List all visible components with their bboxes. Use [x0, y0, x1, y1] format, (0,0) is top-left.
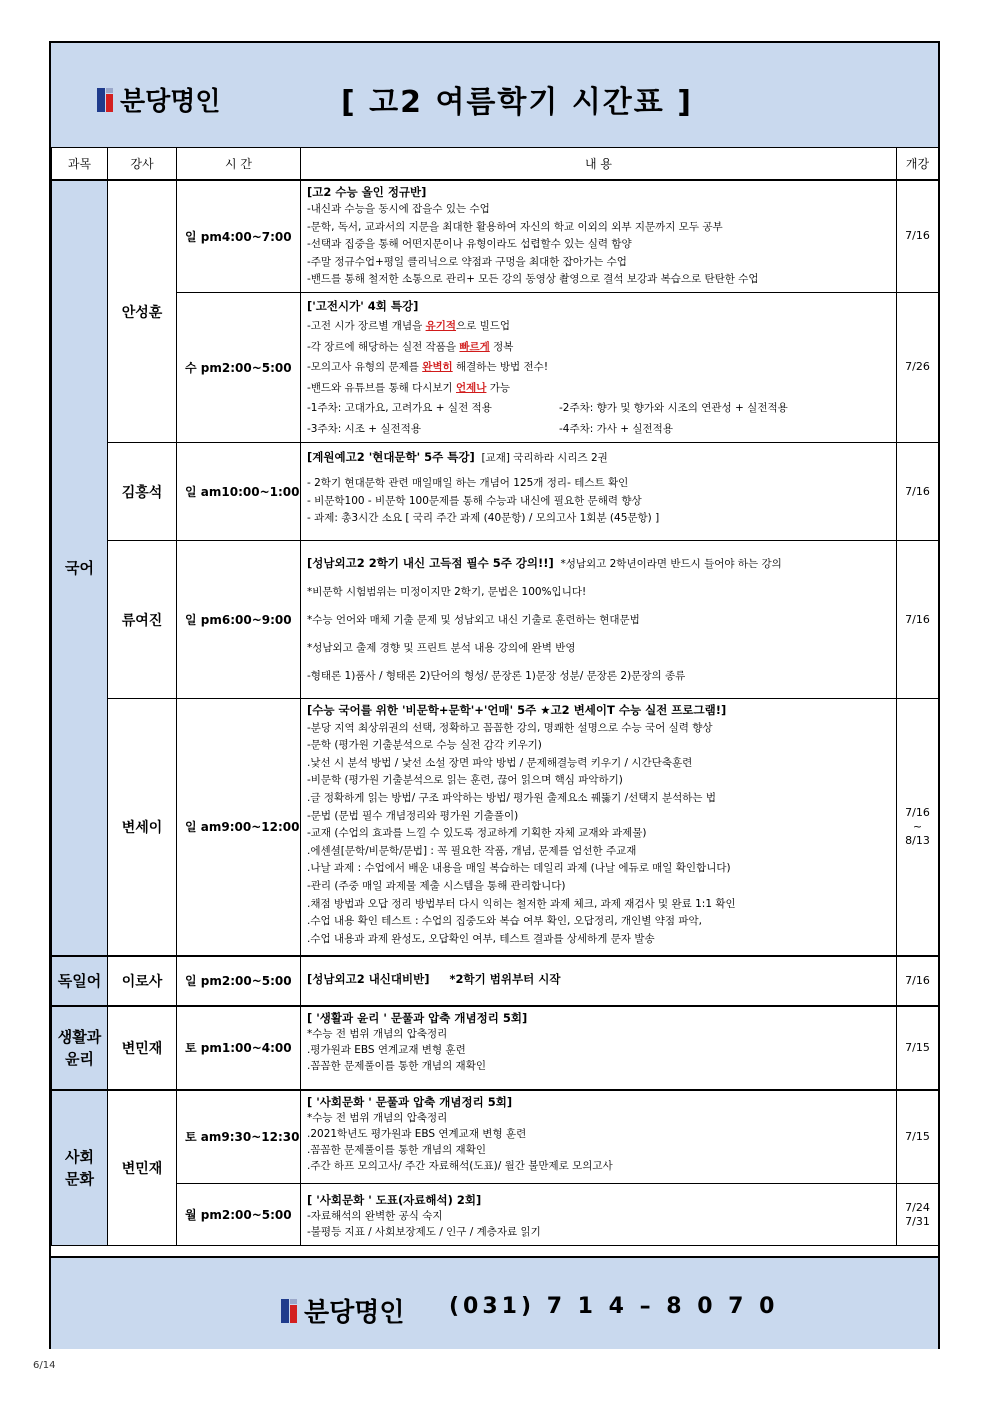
course-line: -관리 (주중 매일 과제물 제출 시스템을 통해 관리합니다): [307, 879, 566, 892]
page-number: 6/14: [33, 1360, 56, 1371]
course-title-line: [307, 549, 890, 578]
course-time: 토 pm1:00~4:00: [177, 1006, 301, 1090]
line-text: 해결하는 방법 전수!: [452, 361, 549, 373]
brand-name: 분당명인: [120, 87, 221, 117]
course-line: [307, 398, 890, 419]
line-text: -모의고사 유형의 문제를: [307, 361, 423, 373]
subject-ethics-label: 생활과 윤리: [57, 1027, 102, 1068]
subject-german: 독일어: [52, 956, 108, 1006]
week-2: -2주차: 향가 및 향가와 시조의 연관성 + 실전적용: [559, 402, 788, 414]
teacher-kim: 김홍석: [108, 443, 177, 541]
highlight-text: 언제나: [456, 381, 487, 394]
table-row: [52, 1090, 939, 1184]
course-title: [ '사회문화 ' 문풀과 압축 개념정리 5회]: [307, 1094, 513, 1109]
subject-social-label: 사회 문화: [65, 1147, 94, 1188]
highlight-text: 유기적: [425, 320, 457, 332]
course-line: .수업 내용 확인 테스트 : 수업의 집중도와 복습 여부 확인, 오답정리, 개인별 약점 파악,: [307, 915, 702, 928]
course-line: -형태론 1)품사 / 형태론 2)단어의 형성/ 문장론 1)문장 성분/ 문장론 2)문장의 종류: [307, 670, 686, 682]
course-line: .수업 내용과 과제 완성도, 오답확인 여부, 테스트 결과를 상세하게 문자 발송: [307, 932, 655, 945]
course-line: .평가원과 EBS 연계교재 변형 훈련: [307, 1043, 466, 1056]
course-line: .낯선 시 분석 방법 / 낯선 소설 장면 파악 방법 / 문제해결능력 키우기 / 시간단축훈련: [307, 756, 693, 769]
footer-brand-name: 분당명인: [304, 1298, 405, 1328]
course-start-date: 7/16: [897, 956, 939, 1006]
course-line: .꼼꼼한 문제풀이를 통한 개념의 재확인: [307, 1059, 486, 1072]
teacher-ryu: 류여진: [108, 541, 177, 699]
course-line: -교재 (수업의 효과를 느낄 수 있도록 정교하게 기획한 자체 교재와 과제물): [307, 827, 647, 840]
col-time: 시 간: [177, 148, 301, 181]
course-line: - 2학기 현대문학 관련 매일매일 하는 개념어 125개 정리- 테스트 확인: [307, 477, 629, 490]
line-text: 정복: [489, 340, 514, 353]
course-line: -비문학 (평가원 기출분석으로 읽는 훈련, 끊어 읽으며 핵심 파악하기): [307, 774, 623, 787]
course-title: [수능 국어를 위한 '비문학+문학'+'언매' 5주 ★고2 변세이T 수능 실전 프로그램!]: [307, 703, 727, 717]
start-date-to: 7/31: [905, 1214, 930, 1228]
course-description: [301, 292, 897, 443]
course-time: 토 am9:30~12:30: [177, 1090, 301, 1184]
course-start-date: 7/16: [897, 541, 939, 699]
schedule-table: [51, 147, 939, 1246]
start-date-sep: ~: [912, 819, 923, 833]
course-title: ['고전시가' 4회 특강]: [307, 298, 419, 313]
course-line: .채점 방법과 오답 정리 방법부터 다시 익히는 철저한 과제 체크, 과제 재검사 및 완료 1:1 확인: [307, 897, 736, 910]
course-title-line: [307, 449, 890, 467]
course-start-date: 7/15: [897, 1006, 939, 1090]
course-line: -주말 정규수업+평일 클리닉으로 약점과 구멍을 최대한 잡아가는 수업: [307, 255, 627, 268]
line-text: -고전 시가 장르별 개념을: [307, 320, 426, 332]
course-start-date: [897, 699, 939, 956]
course-line: -분당 지역 최상위권의 선택, 정확하고 꼼꼼한 강의, 명쾌한 설명으로 수능 국어 실력 향상: [307, 721, 713, 734]
footer-banner: [51, 1256, 938, 1349]
course-line: *수능 전 범위 개념의 압축정리: [307, 1027, 448, 1040]
course-line: [307, 419, 890, 440]
course-time: 일 pm2:00~5:00: [177, 956, 301, 1006]
course-start-date: 7/26: [897, 292, 939, 443]
page-title: [ 고2 여름학기 시간표 ]: [341, 85, 693, 120]
course-line: - 비문학100 - 비문학 100문제를 통해 수능과 내신에 필요한 문해력 향상: [307, 494, 642, 507]
course-line: -밴드를 통해 철저한 소통으로 관리+ 모든 강의 동영상 촬영으로 결석 보강과 복습으로 탄탄한 수업: [307, 273, 759, 286]
course-time: 일 pm4:00~7:00: [177, 180, 301, 292]
course-line: *수능 언어와 매체 기출 문제 및 성남외고 내신 기출로 훈련하는 현대문법: [307, 614, 640, 626]
course-description: [301, 956, 897, 1006]
course-line: -자료해석의 완벽한 공식 숙지: [307, 1210, 443, 1222]
table-row: [52, 180, 939, 292]
course-note: *성남외고 2학년이라면 반드시 들어야 하는 강의: [560, 558, 782, 570]
table-row: [52, 541, 939, 699]
start-date-from: 7/16: [905, 805, 930, 819]
table-row: [52, 1006, 939, 1090]
course-time: 일 am9:00~12:00: [177, 699, 301, 956]
course-line: -문학, 독서, 교과서의 지문을 최대한 활용하여 자신의 학교 이외의 외부 지문까지 모두 공부: [307, 220, 723, 233]
course-start-date: 7/16: [897, 180, 939, 292]
table-header-row: [52, 148, 939, 181]
course-line: -불평등 지표 / 사회보장제도 / 인구 / 계층자료 읽기: [307, 1226, 541, 1238]
course-note: *2학기 범위부터 시작: [449, 972, 561, 987]
course-title: [성남외고2 2학기 내신 고득점 필수 5주 강의!!]: [307, 556, 554, 570]
col-start: 개강: [897, 148, 939, 181]
course-line: .주간 하프 모의고사/ 주간 자료해석(도표)/ 월간 불만제로 모의고사: [307, 1159, 613, 1172]
brand-logo: [97, 81, 220, 118]
subject-ethics: [52, 1006, 108, 1090]
course-description: [301, 541, 897, 699]
course-line: [307, 378, 890, 399]
brand-logo-icon: [281, 1299, 299, 1323]
col-content: 내 용: [301, 148, 897, 181]
footer-logo: [281, 1292, 404, 1329]
course-line: [307, 337, 890, 358]
table-row: [52, 292, 939, 443]
phone-number: (031) 7 1 4 – 8 0 7 0: [449, 1294, 779, 1319]
highlight-text: 완벽히: [422, 361, 453, 373]
col-teacher: 강사: [108, 148, 177, 181]
course-line: .2021학년도 평가원과 EBS 연계교재 변형 훈련: [307, 1127, 527, 1140]
course-description: [301, 1006, 897, 1090]
week-3: -3주차: 시조 + 실전적용: [307, 422, 421, 435]
course-line: *비문학 시험범위는 미정이지만 2학기, 문법은 100%입니다!: [307, 586, 587, 598]
course-title: [계원예고2 '현대문학' 5주 특강]: [307, 450, 475, 464]
course-description: [301, 443, 897, 541]
course-start-date: [897, 1184, 939, 1246]
course-description: [301, 699, 897, 956]
week-4: -4주차: 가사 + 실전적용: [559, 422, 673, 435]
course-line: [307, 357, 890, 378]
course-title: [ '사회문화 ' 도표(자료해석) 2회]: [307, 1193, 482, 1207]
course-line: *성남외고 출제 경향 및 프린트 분석 내용 강의에 완벽 반영: [307, 642, 576, 654]
table-row: [52, 699, 939, 956]
teacher-byunmj: 변민재: [108, 1006, 177, 1090]
course-title: [고2 수능 올인 정규반]: [307, 185, 427, 199]
course-start-date: 7/15: [897, 1090, 939, 1184]
col-subject: 과목: [52, 148, 108, 181]
week-1: -1주차: 고대가요, 고려가요 + 실전 적용: [307, 402, 492, 414]
timetable-frame: [49, 41, 940, 1349]
brand-logo-icon: [97, 88, 115, 112]
course-time: 월 pm2:00~5:00: [177, 1184, 301, 1246]
line-text: -각 장르에 해당하는 실전 작품을: [307, 340, 460, 353]
table-row: [52, 1184, 939, 1246]
course-start-date: 7/16: [897, 443, 939, 541]
line-text: 가능: [486, 381, 511, 394]
teacher-byun: 변세이: [108, 699, 177, 956]
course-line: .글 정확하게 읽는 방법/ 구조 파악하는 방법/ 평가원 출제요소 꿰뚫기 /선택지 분석하는 법: [307, 791, 717, 804]
course-description: [301, 180, 897, 292]
course-line: -선택과 집중을 통해 어떤지문이나 유형이라도 섭렵할수 있는 실력 함양: [307, 238, 632, 251]
table-row: [52, 956, 939, 1006]
course-title: [ '생활과 윤리 ' 문풀과 압축 개념정리 5회]: [307, 1010, 528, 1025]
teacher-byunmj: 변민재: [108, 1090, 177, 1246]
course-line: -문학 (평가원 기출분석으로 수능 실전 감각 키우기): [307, 739, 542, 752]
course-line: .꼼꼼한 문제풀이를 통한 개념의 재확인: [307, 1143, 486, 1156]
course-description: [301, 1184, 897, 1246]
course-description: [301, 1090, 897, 1184]
course-title: [성남외고2 내신대비반]: [307, 972, 430, 987]
course-line: [307, 316, 890, 337]
course-line: .에센셜[문학/비문학/문법] : 꼭 필요한 작품, 개념, 문제를 엄선한 주교재: [307, 844, 637, 857]
teacher-lee: 이로사: [108, 956, 177, 1006]
course-time: 일 am10:00~1:00: [177, 443, 301, 541]
course-line: .나날 과제 : 수업에서 배운 내용을 매일 복습하는 데일리 과제 (나날 에듀로 매일 확인합니다): [307, 862, 731, 875]
course-time: 수 pm2:00~5:00: [177, 292, 301, 443]
highlight-text: 빠르게: [459, 340, 490, 353]
subject-korean: 국어: [52, 180, 108, 956]
course-time: 일 pm6:00~9:00: [177, 541, 301, 699]
course-line: *수능 전 범위 개념의 압축정리: [307, 1111, 448, 1124]
course-line: -문법 (문법 필수 개념정리와 평가원 기출풀이): [307, 809, 519, 822]
teacher-ahn: 안성훈: [108, 180, 177, 443]
course-line: - 과제: 총3시간 소요 [ 국리 주간 과제 (40문항) / 모의고사 1회분 (45문항) ]: [307, 512, 660, 525]
table-row: [52, 443, 939, 541]
course-line: -내신과 수능을 동시에 잡을수 있는 수업: [307, 203, 490, 216]
header-banner: [51, 43, 938, 149]
subject-social: [52, 1090, 108, 1246]
start-date-to: 8/13: [905, 833, 930, 847]
line-text: 으로 빌드업: [456, 320, 511, 332]
line-text: -밴드와 유튜브를 통해 다시보기: [307, 381, 456, 394]
course-note: [교재] 국리하라 시리즈 2권: [481, 452, 608, 464]
course-title-line: [307, 971, 890, 989]
start-date-from: 7/24: [905, 1200, 930, 1214]
